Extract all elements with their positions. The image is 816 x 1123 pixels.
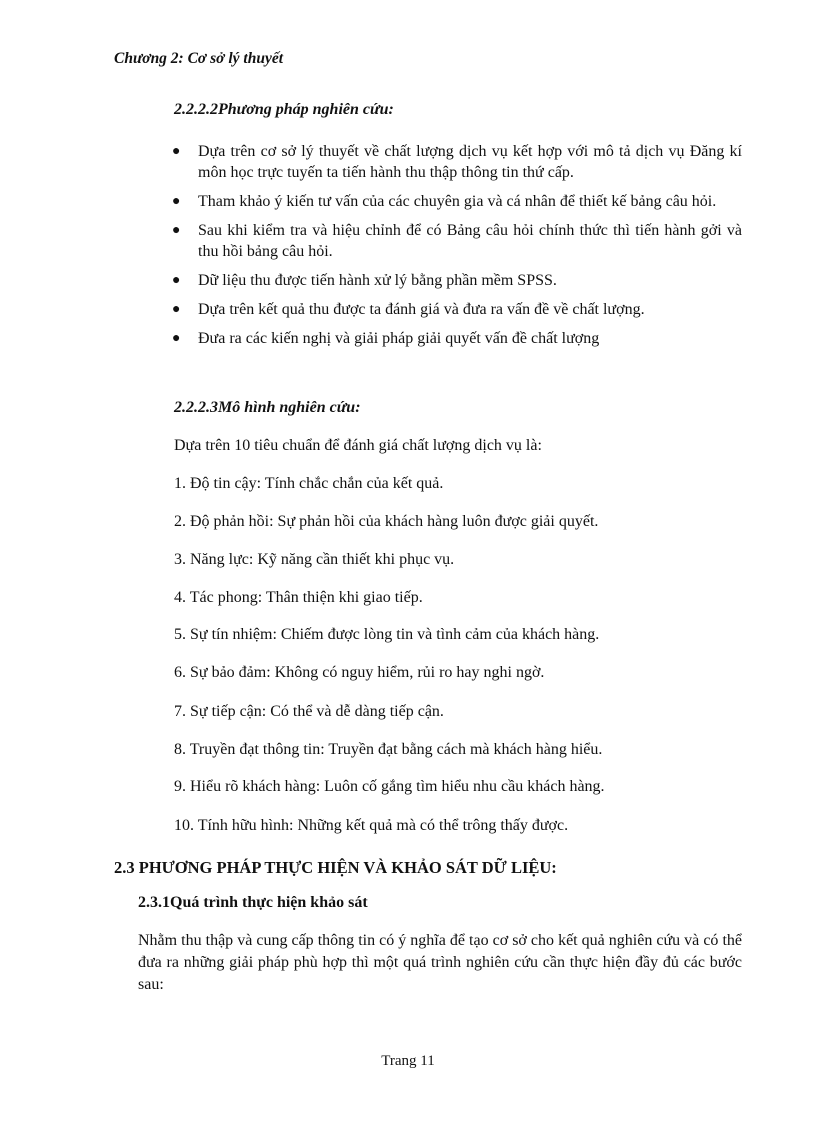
bullet-icon: ● [172,194,181,209]
criteria-item: 1. Độ tin cậy: Tính chắc chắn của kết quả. [174,475,444,492]
section-2223-title: 2.2.2.3Mô hình nghiên cứu: [174,399,361,416]
bullet-icon: ● [172,331,181,346]
criteria-item: 2. Độ phản hồi: Sự phản hồi của khách hàng luôn được giải quyết. [174,513,599,530]
criteria-item: 4. Tác phong: Thân thiện khi giao tiếp. [174,589,423,606]
chapter-header: Chương 2: Cơ sở lý thuyết [114,50,284,67]
criteria-item: 10. Tính hữu hình: Những kết quả mà có thể trông thấy được. [174,817,569,834]
criteria-item: 9. Hiểu rõ khách hàng: Luôn cố gắng tìm hiểu nhu cầu khách hàng. [174,778,605,795]
bullet-icon: ● [172,302,181,317]
bullet-icon: ● [172,273,181,288]
criteria-item: 3. Năng lực: Kỹ năng cần thiết khi phục vụ. [174,551,455,568]
criteria-item: 6. Sự bảo đảm: Không có nguy hiểm, rủi ro hay nghi ngờ. [174,664,545,681]
list-item: ● Tham khảo ý kiến tư vấn của các chuyên gia và cá nhân để thiết kế bảng câu hỏi. [172,193,717,210]
section-231-heading: 2.3.1Quá trình thực hiện khảo sát [138,894,368,911]
survey-process-paragraph: Nhằm thu thập và cung cấp thông tin có ý nghĩa để tạo cơ sở cho kết quả nghiên cứu và có thể đưa ra những giải pháp phù hợp thì một quá trình nghiên cứu cần thực hiện đầy đủ các bước sau: [138,932,742,993]
method-bullet-list [170,141,742,357]
list-item: ● Dựa trên kết quả thu được ta đánh giá và đưa ra vấn đề về chất lượng. [172,301,645,318]
bullet-icon: ● [172,223,181,238]
list-item: ● Đưa ra các kiến nghị và giải pháp giải quyết vấn đề chất lượng [172,330,600,347]
section-23-heading: 2.3 PHƯƠNG PHÁP THỰC HIỆN VÀ KHẢO SÁT DỮ LIỆU: [114,858,557,877]
criteria-intro: Dựa trên 10 tiêu chuẩn để đánh giá chất lượng dịch vụ là: [174,437,542,454]
criteria-item: 8. Truyền đạt thông tin: Truyền đạt bằng cách mà khách hàng hiểu. [174,741,603,758]
bullet-icon: ● [172,144,181,159]
section-2222-title: 2.2.2.2Phương pháp nghiên cứu: [174,101,394,118]
list-item: ● Sau khi kiểm tra và hiệu chỉnh để có Bảng câu hỏi chính thức thì tiến hành gởi và thu hồi bảng câu hỏi. [172,222,742,260]
criteria-item: 5. Sự tín nhiệm: Chiếm được lòng tin và tình cảm của khách hàng. [174,626,600,643]
list-item: ● Dữ liệu thu được tiến hành xử lý bằng phần mềm SPSS. [172,272,557,289]
list-item: ● Dựa trên cơ sở lý thuyết về chất lượng dịch vụ kết hợp với mô tả dịch vụ Đăng kí môn học trực tuyến ta tiến hành thu thập thông tin thứ cấp. [172,143,742,181]
criteria-item: 7. Sự tiếp cận: Có thể và dễ dàng tiếp cận. [174,703,444,720]
page-number: Trang 11 [381,1053,435,1069]
